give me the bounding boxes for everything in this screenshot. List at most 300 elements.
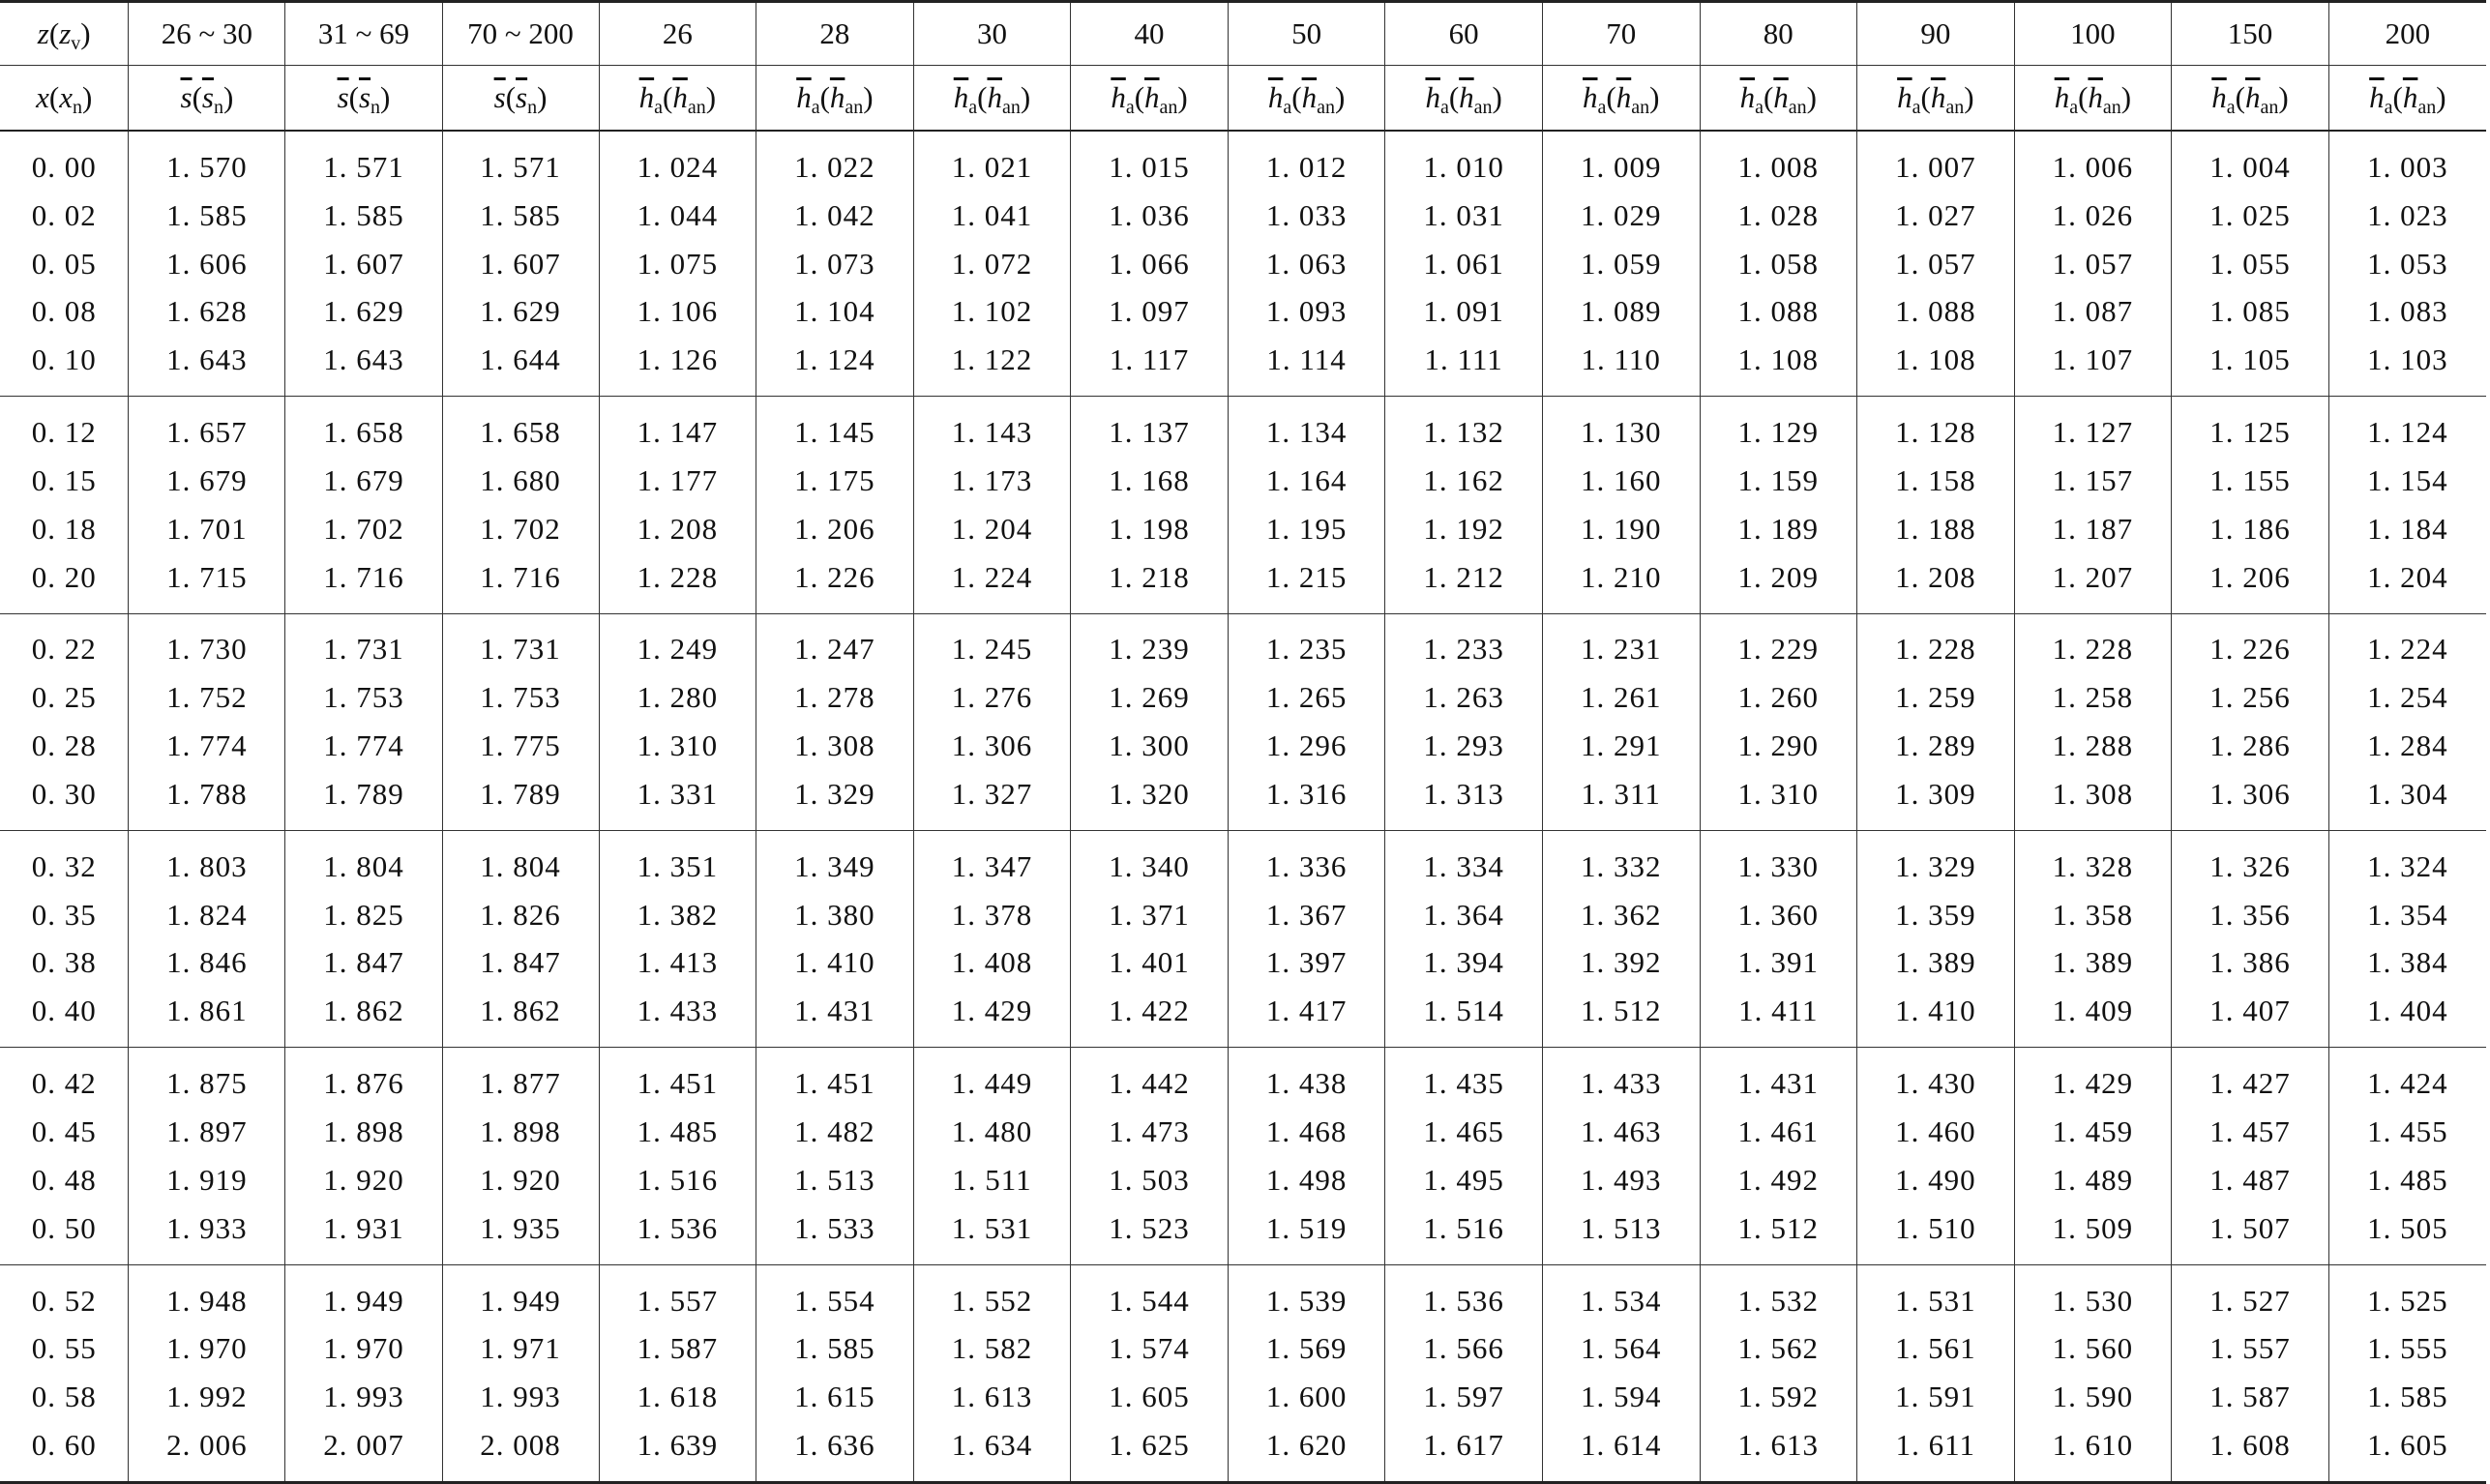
header-symbol-col-8: [1228, 66, 1385, 132]
value-cell: 1. 208: [599, 505, 756, 553]
value-cell: 1. 527: [2172, 1264, 2329, 1324]
value-cell: 1. 124: [756, 336, 914, 396]
header-col-9: 60: [1385, 2, 1543, 66]
value-cell: 1. 468: [1228, 1108, 1385, 1156]
h-bar-var: $\overline{h}$: [1267, 80, 1284, 114]
value-cell: 1. 280: [599, 673, 756, 722]
value-cell: 1. 351: [599, 830, 756, 890]
value-cell: 1. 591: [1857, 1373, 2015, 1421]
value-cell: 1. 605: [2328, 1421, 2486, 1482]
value-cell: 1. 392: [1542, 939, 1700, 988]
value-cell: 1. 128: [1857, 397, 2015, 457]
value-cell: 1. 063: [1228, 240, 1385, 288]
value-cell: 1. 605: [1071, 1373, 1229, 1421]
value-cell: 1. 204: [913, 505, 1071, 553]
value-cell: 1. 473: [1071, 1108, 1229, 1156]
value-cell: 1. 629: [442, 287, 599, 336]
header-symbol-col-7: [1071, 66, 1229, 132]
sn-bar-var: $\overline{s}$: [358, 80, 371, 114]
table-row: [0, 1264, 2486, 1324]
header-symbol-col-4: [599, 66, 756, 132]
header-symbol-col-11: [1700, 66, 1857, 132]
value-cell: 1. 597: [1385, 1373, 1543, 1421]
header-col-14: 150: [2172, 2, 2329, 66]
value-cell: 1. 846: [129, 939, 285, 988]
value-cell: 1. 562: [1700, 1324, 1857, 1373]
value-cell: 1. 278: [756, 673, 914, 722]
value-cell: 1. 618: [599, 1373, 756, 1421]
value-cell: 1. 935: [442, 1204, 599, 1264]
symbol-label: $\overline{s}(\overline{s}_n)$: [180, 80, 234, 118]
table-row: [0, 457, 2486, 505]
value-cell: 1. 920: [285, 1156, 442, 1204]
value-cell: 1. 643: [129, 336, 285, 396]
value-cell: 1. 455: [2328, 1108, 2486, 1156]
value-cell: 1. 430: [1857, 1048, 2015, 1108]
value-cell: 1. 204: [2328, 553, 2486, 613]
value-cell: 1. 409: [2014, 987, 2172, 1047]
ha-sub: a: [968, 97, 978, 118]
value-cell: 1. 320: [1071, 770, 1229, 830]
value-cell: 1. 085: [2172, 287, 2329, 336]
x-value-cell: 0. 20: [0, 553, 129, 613]
x-value-cell: 0. 38: [31, 945, 97, 980]
value-cell: 1. 585: [285, 192, 442, 240]
value-cell: 1. 117: [1071, 336, 1229, 396]
value-cell: 1. 157: [2014, 457, 2172, 505]
header-col-13: 100: [2014, 2, 2172, 66]
value-cell: 1. 186: [2172, 505, 2329, 553]
value-cell: 1. 407: [2172, 987, 2329, 1047]
value-cell: 1. 308: [756, 722, 914, 770]
value-cell: 1. 629: [285, 287, 442, 336]
value-cell: 1. 861: [129, 987, 285, 1047]
value-cell: 1. 509: [2014, 1204, 2172, 1264]
value-cell: 1. 015: [1071, 131, 1229, 192]
value-cell: 1. 364: [1385, 891, 1543, 939]
value-cell: 1. 554: [756, 1264, 914, 1324]
value-cell: 1. 571: [285, 131, 442, 192]
value-cell: 1. 159: [1700, 457, 1857, 505]
value-cell: 1. 931: [285, 1204, 442, 1264]
symbol-label: $\overline{h}_a(\overline{h}_{an})$: [1267, 80, 1346, 118]
value-cell: 1. 289: [1857, 722, 2015, 770]
han-sub: an: [1001, 97, 1021, 118]
table-row: [0, 336, 2486, 396]
table-row: [0, 1108, 2486, 1156]
value-cell: 1. 284: [2328, 722, 2486, 770]
value-cell: 1. 493: [1542, 1156, 1700, 1204]
value-cell: 1. 336: [1228, 830, 1385, 890]
value-cell: 1. 247: [756, 613, 914, 673]
value-cell: 1. 505: [2328, 1204, 2486, 1264]
value-cell: 1. 229: [1700, 613, 1857, 673]
value-cell: 1. 326: [2172, 830, 2329, 890]
value-cell: 1. 235: [1228, 613, 1385, 673]
header-col-4: 26: [599, 2, 756, 66]
symbol-label: $\overline{h}_a(\overline{h}_{an})$: [1111, 80, 1188, 118]
han-sub: an: [2417, 97, 2437, 118]
value-cell: 1. 774: [129, 722, 285, 770]
value-cell: 1. 386: [2172, 939, 2329, 988]
table-row: [0, 505, 2486, 553]
value-cell: 1. 485: [599, 1108, 756, 1156]
value-cell: 1. 184: [2328, 505, 2486, 553]
value-cell: 1. 126: [599, 336, 756, 396]
value-cell: 1. 103: [2328, 336, 2486, 396]
value-cell: 1. 410: [756, 939, 914, 988]
value-cell: 1. 449: [913, 1048, 1071, 1108]
sn-sub: n: [527, 97, 538, 118]
value-cell: 1. 862: [285, 987, 442, 1047]
value-cell: 1. 207: [2014, 553, 2172, 613]
value-cell: 1. 531: [1857, 1264, 2015, 1324]
value-cell: 1. 362: [1542, 891, 1700, 939]
value-cell: 1. 752: [129, 673, 285, 722]
h-bar-var: $\overline{h}$: [796, 80, 812, 114]
value-cell: 1. 644: [442, 336, 599, 396]
han-bar-var: $\overline{h}$: [1930, 80, 1946, 114]
value-cell: 1. 130: [1542, 397, 1700, 457]
value-cell: 1. 125: [2172, 397, 2329, 457]
value-cell: 1. 643: [285, 336, 442, 396]
ha-sub: a: [1283, 97, 1292, 118]
value-cell: 1. 327: [913, 770, 1071, 830]
value-cell: 1. 489: [2014, 1156, 2172, 1204]
value-cell: 1. 059: [1542, 240, 1700, 288]
s-bar-var: $\overline{s}$: [180, 80, 193, 114]
han-sub: an: [2102, 97, 2121, 118]
value-cell: 1. 465: [1385, 1108, 1543, 1156]
header-zv-sub: v: [71, 33, 81, 54]
x-value-cell: 0. 28: [31, 728, 97, 763]
value-cell: 1. 331: [599, 770, 756, 830]
value-cell: 1. 057: [2014, 240, 2172, 288]
symbol-label: $\overline{h}_a(\overline{h}_{an})$: [953, 80, 1031, 118]
header-col-2: 31 ~ 69: [285, 2, 442, 66]
value-cell: 1. 012: [1228, 131, 1385, 192]
value-cell: 1. 485: [2328, 1156, 2486, 1204]
h-bar-var: $\overline{h}$: [2054, 80, 2070, 114]
value-cell: 1. 349: [756, 830, 914, 890]
value-cell: 1. 461: [1700, 1108, 1857, 1156]
ha-sub: a: [1125, 97, 1135, 118]
value-cell: 1. 288: [2014, 722, 2172, 770]
symbol-label: $\overline{h}_a(\overline{h}_{an})$: [796, 80, 874, 118]
value-cell: 1. 162: [1385, 457, 1543, 505]
table-row: [0, 287, 2486, 336]
value-cell: 1. 424: [2328, 1048, 2486, 1108]
value-cell: 1. 606: [129, 240, 285, 288]
value-cell: 1. 258: [2014, 673, 2172, 722]
h-bar-var: $\overline{h}$: [2369, 80, 2385, 114]
value-cell: 1. 429: [913, 987, 1071, 1047]
value-cell: 1. 224: [913, 553, 1071, 613]
header-symbol-col-6: [913, 66, 1071, 132]
value-cell: 1. 022: [756, 131, 914, 192]
value-cell: 1. 544: [1071, 1264, 1229, 1324]
value-cell: 1. 206: [756, 505, 914, 553]
x-value-cell: 0. 22: [31, 632, 97, 667]
value-cell: 1. 451: [756, 1048, 914, 1108]
table-row: [0, 131, 2486, 192]
value-cell: 1. 340: [1071, 830, 1229, 890]
ha-sub: a: [2226, 97, 2236, 118]
value-cell: 1. 147: [599, 397, 756, 457]
value-cell: 1. 480: [913, 1108, 1071, 1156]
value-cell: 1. 411: [1700, 987, 1857, 1047]
x-value-cell: 0. 60: [0, 1421, 129, 1482]
value-cell: 1. 498: [1228, 1156, 1385, 1204]
value-cell: 1. 378: [913, 891, 1071, 939]
value-cell: 1. 702: [285, 505, 442, 553]
header-col-1: 26 ~ 30: [129, 2, 285, 66]
value-cell: 1. 397: [1228, 939, 1385, 988]
value-cell: 1. 154: [2328, 457, 2486, 505]
han-bar-var: $\overline{h}$: [2244, 80, 2261, 114]
value-cell: 1. 260: [1700, 673, 1857, 722]
value-cell: 1. 088: [1857, 287, 2015, 336]
value-cell: 1. 111: [1385, 336, 1543, 396]
value-cell: 1. 530: [2014, 1264, 2172, 1324]
table-row: [0, 1048, 2486, 1108]
header-symbol-col-15: [2328, 66, 2486, 132]
header-xn-sub: n: [72, 97, 82, 118]
value-cell: 1. 433: [599, 987, 756, 1047]
value-cell: 1. 358: [2014, 891, 2172, 939]
value-cell: 1. 105: [2172, 336, 2329, 396]
x-value-cell: 0. 15: [31, 462, 97, 497]
value-cell: 1. 560: [2014, 1324, 2172, 1373]
value-cell: 1. 611: [1857, 1421, 2015, 1482]
value-cell: 1. 608: [2172, 1421, 2329, 1482]
value-cell: 1. 585: [756, 1324, 914, 1373]
value-cell: 1. 160: [1542, 457, 1700, 505]
value-cell: 1. 585: [2328, 1373, 2486, 1421]
value-cell: 1. 561: [1857, 1324, 2015, 1373]
value-cell: 1. 569: [1228, 1324, 1385, 1373]
table-row: [0, 939, 2486, 988]
value-cell: 1. 091: [1385, 287, 1543, 336]
value-cell: 1. 290: [1700, 722, 1857, 770]
han-sub: an: [845, 97, 864, 118]
header-x-label: $x(x_n)$: [0, 66, 129, 132]
value-cell: 1. 715: [129, 553, 285, 613]
header-col-3: 70 ~ 200: [442, 2, 599, 66]
value-cell: 1. 286: [2172, 722, 2329, 770]
x-value-cell: 0. 50: [0, 1204, 129, 1264]
value-cell: 1. 970: [129, 1324, 285, 1373]
value-cell: 1. 610: [2014, 1421, 2172, 1482]
value-cell: 1. 557: [599, 1264, 756, 1324]
value-cell: 1. 826: [442, 891, 599, 939]
value-cell: 1. 789: [442, 770, 599, 830]
symbol-label: $\overline{h}_a(\overline{h}_{an})$: [2054, 80, 2132, 118]
header-z-label: $z(z_v)$: [0, 2, 129, 66]
value-cell: 1. 753: [285, 673, 442, 722]
value-cell: 1. 877: [442, 1048, 599, 1108]
table-row: [0, 987, 2486, 1047]
header-symbol-col-14: [2172, 66, 2329, 132]
value-cell: 1. 259: [1857, 673, 2015, 722]
value-cell: 1. 774: [285, 722, 442, 770]
ha-sub: a: [654, 97, 664, 118]
value-cell: 1. 195: [1228, 505, 1385, 553]
value-cell: 1. 269: [1071, 673, 1229, 722]
symbol-label: $\overline{h}_a(\overline{h}_{an})$: [1739, 80, 1817, 118]
value-cell: 1. 391: [1700, 939, 1857, 988]
value-cell: 1. 306: [913, 722, 1071, 770]
value-cell: 1. 490: [1857, 1156, 2015, 1204]
value-cell: 1. 394: [1385, 939, 1543, 988]
value-cell: 1. 224: [2328, 613, 2486, 673]
h-bar-var: $\overline{h}$: [1425, 80, 1440, 114]
header-symbol-col-9: [1385, 66, 1543, 132]
value-cell: 1. 384: [2328, 939, 2486, 988]
value-cell: 2. 007: [285, 1421, 442, 1482]
value-cell: 1. 173: [913, 457, 1071, 505]
value-cell: 1. 008: [1700, 131, 1857, 192]
value-cell: 1. 587: [2172, 1373, 2329, 1421]
value-cell: 1. 592: [1700, 1373, 1857, 1421]
value-cell: 1. 177: [599, 457, 756, 505]
x-value-cell: 0. 00: [31, 149, 97, 184]
value-cell: 1. 102: [913, 287, 1071, 336]
value-cell: 1. 519: [1228, 1204, 1385, 1264]
han-bar-var: $\overline{h}$: [1773, 80, 1789, 114]
value-cell: 1. 122: [913, 336, 1071, 396]
value-cell: 1. 948: [129, 1264, 285, 1324]
value-cell: 1. 731: [442, 613, 599, 673]
header-symbol-col-2: [285, 66, 442, 132]
value-cell: 1. 582: [913, 1324, 1071, 1373]
value-cell: 1. 108: [1700, 336, 1857, 396]
header-col-11: 80: [1700, 2, 1857, 66]
value-cell: 1. 359: [1857, 891, 2015, 939]
value-cell: 1. 847: [442, 939, 599, 988]
symbol-label: $\overline{h}_a(\overline{h}_{an})$: [638, 80, 717, 118]
value-cell: 1. 570: [129, 131, 285, 192]
value-cell: 1. 137: [1071, 397, 1229, 457]
value-cell: 1. 534: [1542, 1264, 1700, 1324]
header-symbol-col-3: [442, 66, 599, 132]
value-cell: 1. 607: [285, 240, 442, 288]
header-symbol-col-1: [129, 66, 285, 132]
value-cell: 1. 329: [756, 770, 914, 830]
value-cell: 1. 457: [2172, 1108, 2329, 1156]
table-row: [0, 722, 2486, 770]
value-cell: 1. 300: [1071, 722, 1229, 770]
value-cell: 1. 308: [2014, 770, 2172, 830]
value-cell: 1. 753: [442, 673, 599, 722]
value-cell: 1. 329: [1857, 830, 2015, 890]
value-cell: 1. 730: [129, 613, 285, 673]
value-cell: 1. 514: [1385, 987, 1543, 1047]
value-cell: 1. 898: [285, 1108, 442, 1156]
value-cell: 1. 206: [2172, 553, 2329, 613]
symbol-label: $\overline{h}_a(\overline{h}_{an})$: [2211, 80, 2289, 118]
value-cell: 1. 639: [599, 1421, 756, 1482]
value-cell: 1. 429: [2014, 1048, 2172, 1108]
x-value-cell: 0. 12: [31, 415, 97, 450]
value-cell: 1. 585: [442, 192, 599, 240]
value-cell: 1. 231: [1542, 613, 1700, 673]
value-cell: 1. 108: [1857, 336, 2015, 396]
value-cell: 1. 536: [599, 1204, 756, 1264]
value-cell: 1. 503: [1071, 1156, 1229, 1204]
value-cell: 1. 124: [2328, 397, 2486, 457]
value-cell: 1. 487: [2172, 1156, 2329, 1204]
value-cell: 1. 701: [129, 505, 285, 553]
value-cell: 1. 036: [1071, 192, 1229, 240]
value-cell: 1. 613: [1700, 1421, 1857, 1482]
value-cell: 1. 634: [913, 1421, 1071, 1482]
value-cell: 1. 306: [2172, 770, 2329, 830]
han-bar-var: $\overline{h}$: [1301, 80, 1318, 114]
value-cell: 1. 215: [1228, 553, 1385, 613]
value-cell: 1. 594: [1542, 1373, 1700, 1421]
value-cell: 1. 058: [1700, 240, 1857, 288]
han-sub: an: [1631, 97, 1650, 118]
h-bar-var: $\overline{h}$: [1739, 80, 1756, 114]
value-cell: 1. 897: [129, 1108, 285, 1156]
value-cell: 1. 228: [599, 553, 756, 613]
value-cell: 1. 847: [285, 939, 442, 988]
value-cell: 1. 041: [913, 192, 1071, 240]
value-cell: 1. 228: [2014, 613, 2172, 673]
value-cell: 1. 155: [2172, 457, 2329, 505]
h-bar-var: $\overline{h}$: [1897, 80, 1912, 114]
value-cell: 1. 404: [2328, 987, 2486, 1047]
value-cell: 1. 600: [1228, 1373, 1385, 1421]
row-group-1: [0, 131, 2486, 397]
value-cell: 1. 574: [1071, 1324, 1229, 1373]
value-cell: 1. 256: [2172, 673, 2329, 722]
value-cell: 1. 804: [285, 830, 442, 890]
value-cell: 1. 803: [129, 830, 285, 890]
value-cell: 1. 413: [599, 939, 756, 988]
value-cell: 1. 788: [129, 770, 285, 830]
value-cell: 1. 431: [1700, 1048, 1857, 1108]
value-cell: 1. 334: [1385, 830, 1543, 890]
s-bar-var: $\overline{s}$: [493, 80, 506, 114]
value-cell: 1. 310: [1700, 770, 1857, 830]
value-cell: 1. 636: [756, 1421, 914, 1482]
value-cell: 1. 825: [285, 891, 442, 939]
value-cell: 1. 512: [1700, 1204, 1857, 1264]
value-cell: 1. 027: [1857, 192, 2015, 240]
value-cell: 1. 254: [2328, 673, 2486, 722]
table-row: [0, 830, 2486, 890]
value-cell: 1. 451: [599, 1048, 756, 1108]
value-cell: 1. 658: [285, 397, 442, 457]
value-cell: 1. 104: [756, 287, 914, 336]
han-bar-var: $\overline{h}$: [1144, 80, 1160, 114]
symbol-label: $\overline{s}(\overline{s}_n)$: [337, 80, 391, 118]
value-cell: 2. 006: [129, 1421, 285, 1482]
value-cell: 1. 731: [285, 613, 442, 673]
header-symbol-col-5: [756, 66, 914, 132]
value-cell: 1. 311: [1542, 770, 1700, 830]
header-col-8: 50: [1228, 2, 1385, 66]
value-cell: 1. 585: [129, 192, 285, 240]
value-cell: 1. 862: [442, 987, 599, 1047]
value-cell: 1. 507: [2172, 1204, 2329, 1264]
value-cell: 1. 029: [1542, 192, 1700, 240]
value-cell: 1. 438: [1228, 1048, 1385, 1108]
x-value-cell: 0. 18: [31, 511, 97, 546]
value-cell: 1. 168: [1071, 457, 1229, 505]
